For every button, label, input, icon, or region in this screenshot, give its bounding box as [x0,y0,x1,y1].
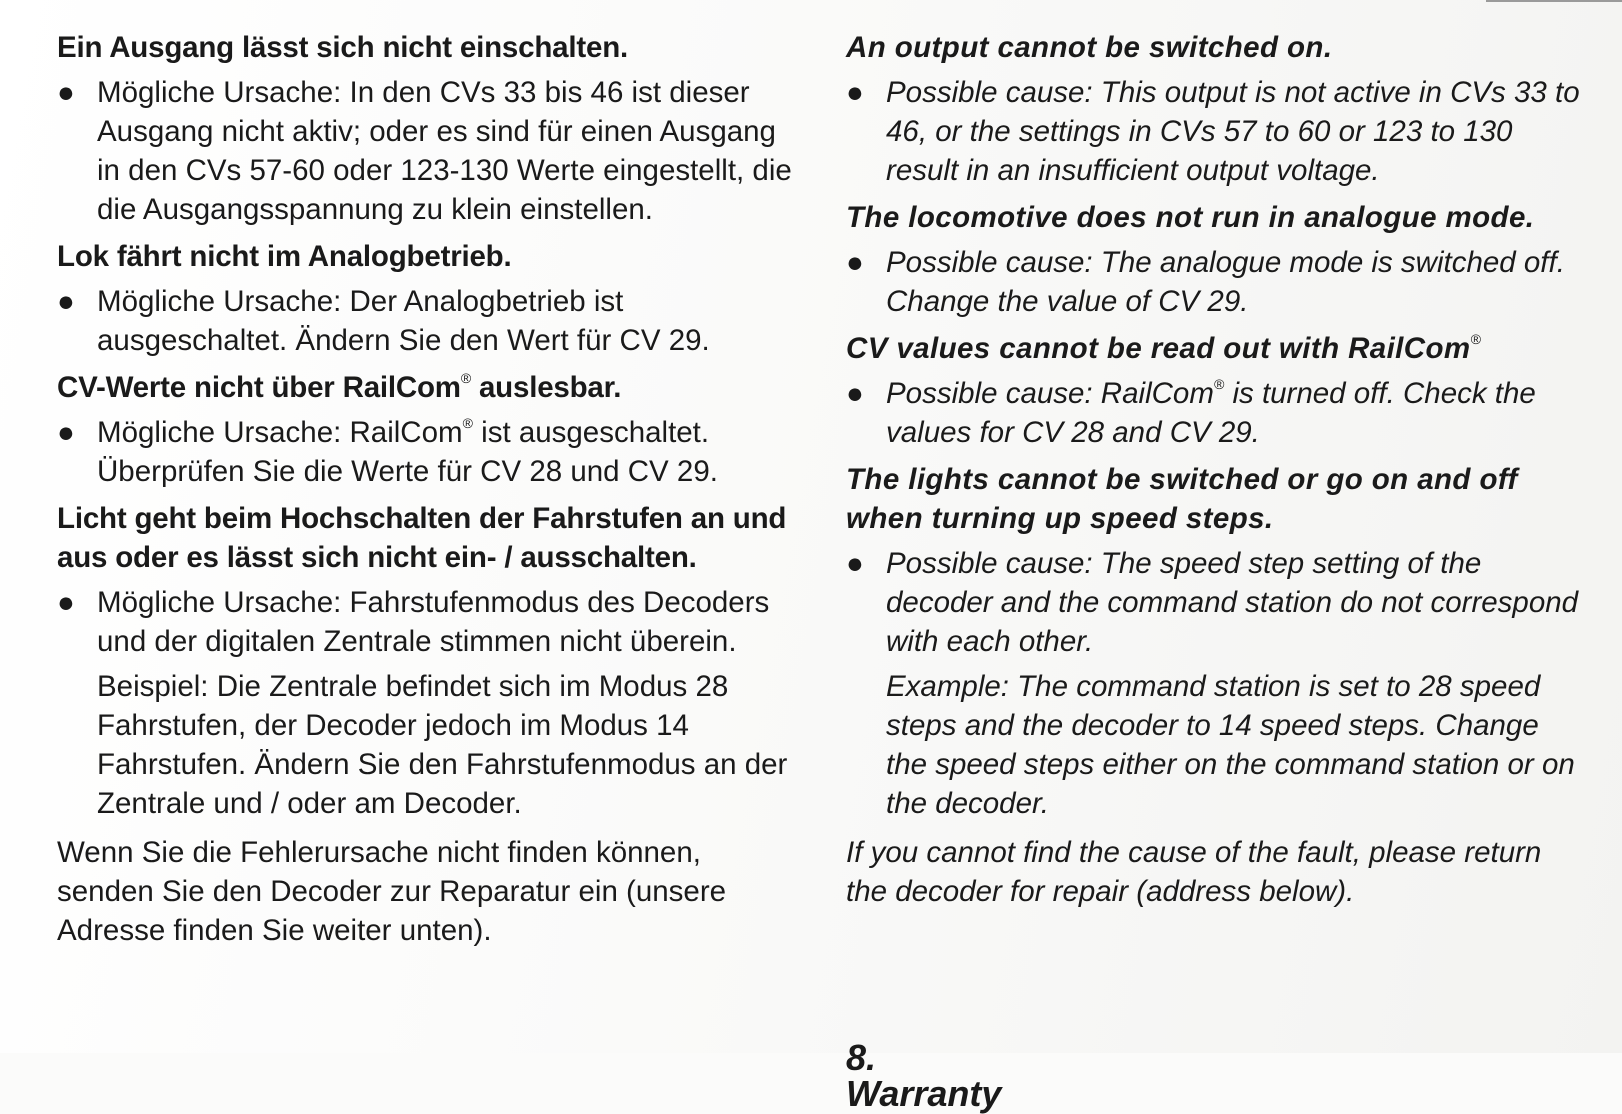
de-item-output [57,73,802,229]
de-item-analog [57,282,802,360]
bullet-icon: ● [57,285,75,318]
de-item-railcom [57,413,802,491]
top-rule [1486,0,1622,2]
de-closing-note: Wenn Sie die Fehlerursache nicht finden können, senden Sie den Decoder zur Reparatur ein (unsere Adresse finden Sie weiter unten). [57,836,727,947]
de-example-lights: Beispiel: Die Zentrale befindet sich im Modus 28 Fahrstufen, der Decoder jedoch im Modus 14 Fahrstufen. Ändern Sie den Fahrstufenmodus an der Zentrale und / oder am Decoder. [97,670,788,820]
de-heading-output: Ein Ausgang lässt sich nicht einschalten. [57,31,629,64]
next-section-heading-cutoff [846,1030,1006,1114]
de-heading-analog: Lok fährt nicht im Analogbetrieb. [57,240,512,273]
en-heading-railcom-pre: CV values cannot be read out with RailCom [846,332,1471,365]
de-heading-railcom [57,368,802,407]
registered-mark: ® [462,415,473,431]
en-cause-railcom-pre: Possible cause: RailCom [886,377,1214,410]
bullet-icon: ● [846,377,864,410]
de-cause-output: Mögliche Ursache: In den CVs 33 bis 46 ist dieser Ausgang nicht aktiv; oder es sind für einen Ausgang in den CVs 57-60 oder 123-130 Werte eingestellt, die die Ausgangsspannung zu klein einstellen. [97,76,792,226]
de-heading-railcom-post: auslesbar. [470,371,622,404]
registered-mark: ® [1470,331,1482,347]
bullet-icon: ● [57,586,75,619]
en-heading-lights: The lights cannot be switched or go on and off when turning up speed steps. [846,463,1518,535]
en-heading-analogue: The locomotive does not run in analogue mode. [846,201,1535,234]
en-cause-output: Possible cause: This output is not active in CVs 33 to 46, or the settings in CVs 57 to 60 or 123 to 130 result in an insufficient output voltage. [886,76,1580,187]
en-closing-note: If you cannot find the cause of the fault, please return the decoder for repair (address below). [846,836,1542,908]
bullet-icon: ● [846,547,864,580]
de-cause-railcom-pre: Mögliche Ursache: RailCom [97,416,463,449]
german-column [57,20,802,950]
bullet-icon: ● [846,246,864,279]
de-heading-railcom-pre: CV-Werte nicht über RailCom [57,371,461,404]
en-item-analogue [846,243,1586,321]
de-cause-railcom-post: ist ausgeschaltet. Überprüfen Sie die Werte für CV 28 und CV 29. [97,416,718,488]
en-cause-lights: Possible cause: The speed step setting of the decoder and the command station do not correspond with each other. [886,547,1579,658]
bullet-icon: ● [57,76,75,109]
english-column [846,20,1586,911]
en-item-output [846,73,1586,190]
en-cause-analogue: Possible cause: The analogue mode is switched off. Change the value of CV 29. [886,246,1565,318]
de-cause-analog: Mögliche Ursache: Der Analogbetrieb ist ausgeschaltet. Ändern Sie den Wert für CV 29. [97,285,710,357]
registered-mark: ® [460,370,471,386]
de-heading-lights: Licht geht beim Hochschalten der Fahrstufen an und aus oder es lässt sich nicht ein- / ausschalten. [57,502,787,574]
bullet-icon: ● [57,416,75,449]
en-item-railcom [846,374,1586,452]
bullet-icon: ● [846,76,864,109]
next-section-heading: 8. Warranty [846,1037,1002,1114]
registered-mark: ® [1213,376,1225,392]
de-item-lights [57,583,802,661]
en-cause-railcom-post: is turned off. Check the values for CV 28 and CV 29. [886,377,1536,449]
en-heading-railcom [846,329,1586,368]
en-example-lights: Example: The command station is set to 28 speed steps and the decoder to 14 speed steps. Change the speed steps either on the command station or on the decoder. [886,670,1575,820]
en-item-lights [846,544,1586,661]
de-cause-lights: Mögliche Ursache: Fahrstufenmodus des Decoders und der digitalen Zentrale stimmen nicht überein. [97,586,770,658]
en-heading-output: An output cannot be switched on. [846,31,1333,64]
